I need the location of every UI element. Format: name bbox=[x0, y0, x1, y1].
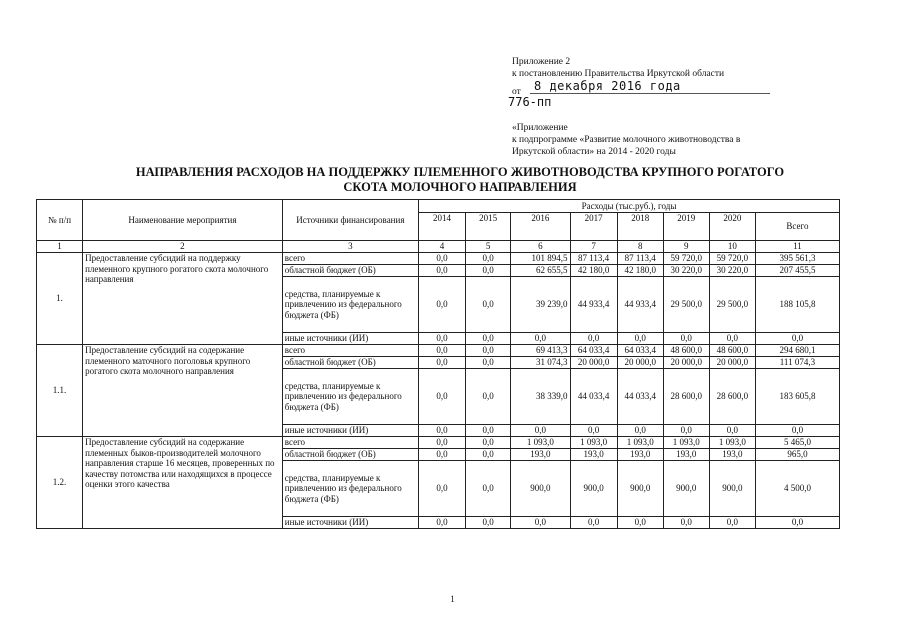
value-cell: 0,0 bbox=[511, 333, 570, 345]
total-cell: 965,0 bbox=[755, 449, 839, 461]
source-cell: средства, планируемые к привлечению из федерального бюджета (ФБ) bbox=[282, 369, 418, 425]
value-cell: 39 239,0 bbox=[511, 277, 570, 333]
total-cell: 111 074,3 bbox=[755, 357, 839, 369]
index-cell: 6 bbox=[511, 241, 570, 253]
total-cell: 0,0 bbox=[755, 425, 839, 437]
value-cell: 900,0 bbox=[709, 461, 755, 517]
value-cell: 0,0 bbox=[418, 333, 465, 345]
value-cell: 0,0 bbox=[418, 517, 465, 529]
value-cell: 0,0 bbox=[709, 425, 755, 437]
value-cell: 44 933,4 bbox=[617, 277, 663, 333]
total-cell: 183 605,8 bbox=[755, 369, 839, 425]
value-cell: 0,0 bbox=[570, 425, 617, 437]
value-cell: 0,0 bbox=[466, 277, 511, 333]
value-cell: 44 033,4 bbox=[617, 369, 663, 425]
value-cell: 0,0 bbox=[663, 333, 709, 345]
value-cell: 0,0 bbox=[709, 517, 755, 529]
year-cell: 2020 bbox=[709, 213, 755, 241]
value-cell: 28 600,0 bbox=[709, 369, 755, 425]
value-cell: 0,0 bbox=[466, 357, 511, 369]
value-cell: 42 180,0 bbox=[570, 265, 617, 277]
value-cell: 0,0 bbox=[466, 437, 511, 449]
value-cell: 0,0 bbox=[466, 265, 511, 277]
value-cell: 900,0 bbox=[617, 461, 663, 517]
value-cell: 0,0 bbox=[617, 425, 663, 437]
total-cell: 294 680,1 bbox=[755, 345, 839, 357]
source-cell: областной бюджет (ОБ) bbox=[282, 357, 418, 369]
value-cell: 1 093,0 bbox=[709, 437, 755, 449]
decree-reference: к постановлению Правительства Иркутской области bbox=[512, 69, 725, 79]
value-cell: 0,0 bbox=[418, 449, 465, 461]
value-cell: 0,0 bbox=[466, 425, 511, 437]
subprogram-line-1: к подпрограмме «Развитие молочного животноводства в bbox=[512, 135, 741, 145]
row-num: 1.2. bbox=[37, 437, 83, 529]
value-cell: 69 413,3 bbox=[511, 345, 570, 357]
source-cell: областной бюджет (ОБ) bbox=[282, 449, 418, 461]
source-cell: всего bbox=[282, 437, 418, 449]
document-title-line-1: НАПРАВЛЕНИЯ РАСХОДОВ НА ПОДДЕРЖКУ ПЛЕМЕННОГО ЖИВОТНОВОДСТВА КРУПНОГО РОГАТОГО bbox=[135, 165, 785, 179]
value-cell: 900,0 bbox=[511, 461, 570, 517]
value-cell: 0,0 bbox=[570, 517, 617, 529]
source-cell: иные источники (ИИ) bbox=[282, 517, 418, 529]
value-cell: 38 339,0 bbox=[511, 369, 570, 425]
header-num: № п/п bbox=[37, 200, 83, 241]
value-cell: 0,0 bbox=[663, 517, 709, 529]
value-cell: 1 093,0 bbox=[511, 437, 570, 449]
decree-date: 8 декабря 2016 года bbox=[530, 80, 770, 94]
value-cell: 1 093,0 bbox=[663, 437, 709, 449]
value-cell: 20 000,0 bbox=[617, 357, 663, 369]
index-cell: 5 bbox=[466, 241, 511, 253]
value-cell: 29 500,0 bbox=[709, 277, 755, 333]
index-cell: 10 bbox=[709, 241, 755, 253]
value-cell: 0,0 bbox=[418, 437, 465, 449]
value-cell: 0,0 bbox=[418, 369, 465, 425]
row-name: Предоставление субсидий на поддержку племенного крупного рогатого скота молочного направления bbox=[83, 253, 283, 345]
source-cell: средства, планируемые к привлечению из федерального бюджета (ФБ) bbox=[282, 277, 418, 333]
value-cell: 0,0 bbox=[466, 517, 511, 529]
year-cell: 2019 bbox=[663, 213, 709, 241]
index-cell: 7 bbox=[570, 241, 617, 253]
value-cell: 193,0 bbox=[511, 449, 570, 461]
index-cell: 4 bbox=[418, 241, 465, 253]
expenses-table bbox=[36, 199, 840, 529]
total-cell: 207 455,5 bbox=[755, 265, 839, 277]
header-source: Источники финансирования bbox=[282, 200, 418, 241]
row-name: Предоставление субсидий на содержание племенных быков-производителей молочного направления старше 16 месяцев, проверенных по качеству потомства или находящихся в процессе оценки этого качества bbox=[83, 437, 283, 529]
value-cell: 20 000,0 bbox=[663, 357, 709, 369]
index-cell: 2 bbox=[83, 241, 283, 253]
value-cell: 0,0 bbox=[466, 461, 511, 517]
value-cell: 1 093,0 bbox=[617, 437, 663, 449]
table-row bbox=[37, 345, 840, 357]
year-cell: 2014 bbox=[418, 213, 465, 241]
value-cell: 0,0 bbox=[418, 253, 465, 265]
document-title-line-2: СКОТА МОЛОЧНОГО НАПРАВЛЕНИЯ bbox=[343, 180, 577, 194]
value-cell: 64 033,4 bbox=[570, 345, 617, 357]
value-cell: 48 600,0 bbox=[709, 345, 755, 357]
row-name: Предоставление субсидий на содержание племенного маточного поголовья крупного рогатого скота молочного направления bbox=[83, 345, 283, 437]
source-cell: иные источники (ИИ) bbox=[282, 333, 418, 345]
value-cell: 900,0 bbox=[663, 461, 709, 517]
value-cell: 30 220,0 bbox=[709, 265, 755, 277]
index-cell: 11 bbox=[755, 241, 839, 253]
total-cell: 188 105,8 bbox=[755, 277, 839, 333]
row-num: 1.1. bbox=[37, 345, 83, 437]
value-cell: 29 500,0 bbox=[663, 277, 709, 333]
value-cell: 0,0 bbox=[570, 333, 617, 345]
total-cell: 395 561,3 bbox=[755, 253, 839, 265]
value-cell: 87 113,4 bbox=[617, 253, 663, 265]
table-row bbox=[37, 437, 840, 449]
value-cell: 0,0 bbox=[418, 277, 465, 333]
total-cell: 0,0 bbox=[755, 517, 839, 529]
source-cell: всего bbox=[282, 253, 418, 265]
value-cell: 30 220,0 bbox=[663, 265, 709, 277]
decree-date-row bbox=[512, 79, 792, 97]
value-cell: 0,0 bbox=[466, 253, 511, 265]
value-cell: 0,0 bbox=[511, 425, 570, 437]
source-cell: всего bbox=[282, 345, 418, 357]
value-cell: 59 720,0 bbox=[663, 253, 709, 265]
value-cell: 62 655,5 bbox=[511, 265, 570, 277]
row-num: 1. bbox=[37, 253, 83, 345]
value-cell: 193,0 bbox=[709, 449, 755, 461]
total-cell: 0,0 bbox=[755, 333, 839, 345]
value-cell: 193,0 bbox=[663, 449, 709, 461]
year-cell: 2018 bbox=[617, 213, 663, 241]
value-cell: 0,0 bbox=[466, 333, 511, 345]
value-cell: 0,0 bbox=[617, 517, 663, 529]
table-body bbox=[37, 253, 840, 529]
source-cell: областной бюджет (ОБ) bbox=[282, 265, 418, 277]
index-cell: 9 bbox=[663, 241, 709, 253]
value-cell: 0,0 bbox=[418, 357, 465, 369]
value-cell: 20 000,0 bbox=[570, 357, 617, 369]
value-cell: 1 093,0 bbox=[570, 437, 617, 449]
subprogram-line-2: Иркутской области» на 2014 - 2020 годы bbox=[512, 147, 676, 157]
table-row bbox=[37, 253, 840, 265]
appendix-header bbox=[508, 56, 792, 158]
decree-date-prefix: от bbox=[512, 87, 521, 97]
value-cell: 42 180,0 bbox=[617, 265, 663, 277]
value-cell: 87 113,4 bbox=[570, 253, 617, 265]
value-cell: 193,0 bbox=[617, 449, 663, 461]
year-total-cell: Всего bbox=[755, 213, 839, 241]
value-cell: 0,0 bbox=[709, 333, 755, 345]
source-cell: средства, планируемые к привлечению из федерального бюджета (ФБ) bbox=[282, 461, 418, 517]
value-cell: 28 600,0 bbox=[663, 369, 709, 425]
value-cell: 193,0 bbox=[570, 449, 617, 461]
index-cell: 3 bbox=[282, 241, 418, 253]
value-cell: 44 033,4 bbox=[570, 369, 617, 425]
value-cell: 0,0 bbox=[418, 345, 465, 357]
value-cell: 48 600,0 bbox=[663, 345, 709, 357]
value-cell: 0,0 bbox=[466, 449, 511, 461]
value-cell: 0,0 bbox=[466, 345, 511, 357]
index-row bbox=[37, 241, 840, 253]
value-cell: 0,0 bbox=[663, 425, 709, 437]
value-cell: 64 033,4 bbox=[617, 345, 663, 357]
value-cell: 20 000,0 bbox=[709, 357, 755, 369]
value-cell: 0,0 bbox=[466, 369, 511, 425]
header-name: Наименование мероприятия bbox=[83, 200, 283, 241]
value-cell: 0,0 bbox=[418, 461, 465, 517]
year-cell: 2015 bbox=[466, 213, 511, 241]
value-cell: 900,0 bbox=[570, 461, 617, 517]
total-cell: 4 500,0 bbox=[755, 461, 839, 517]
value-cell: 0,0 bbox=[511, 517, 570, 529]
page-number: 1 bbox=[450, 594, 455, 604]
header-expenses: Расходы (тыс.руб.), годы bbox=[418, 200, 839, 213]
value-cell: 0,0 bbox=[418, 425, 465, 437]
total-cell: 5 465,0 bbox=[755, 437, 839, 449]
value-cell: 44 933,4 bbox=[570, 277, 617, 333]
year-cell: 2017 bbox=[570, 213, 617, 241]
appendix-title: «Приложение bbox=[512, 123, 568, 133]
source-cell: иные источники (ИИ) bbox=[282, 425, 418, 437]
year-cell: 2016 bbox=[511, 213, 570, 241]
document-title bbox=[60, 165, 860, 195]
value-cell: 0,0 bbox=[617, 333, 663, 345]
value-cell: 59 720,0 bbox=[709, 253, 755, 265]
value-cell: 31 074,3 bbox=[511, 357, 570, 369]
index-cell: 1 bbox=[37, 241, 83, 253]
value-cell: 101 894,5 bbox=[511, 253, 570, 265]
appendix-label: Приложение 2 bbox=[512, 57, 571, 67]
value-cell: 0,0 bbox=[418, 265, 465, 277]
index-cell: 8 bbox=[617, 241, 663, 253]
decree-number: 776-пп bbox=[508, 95, 552, 109]
